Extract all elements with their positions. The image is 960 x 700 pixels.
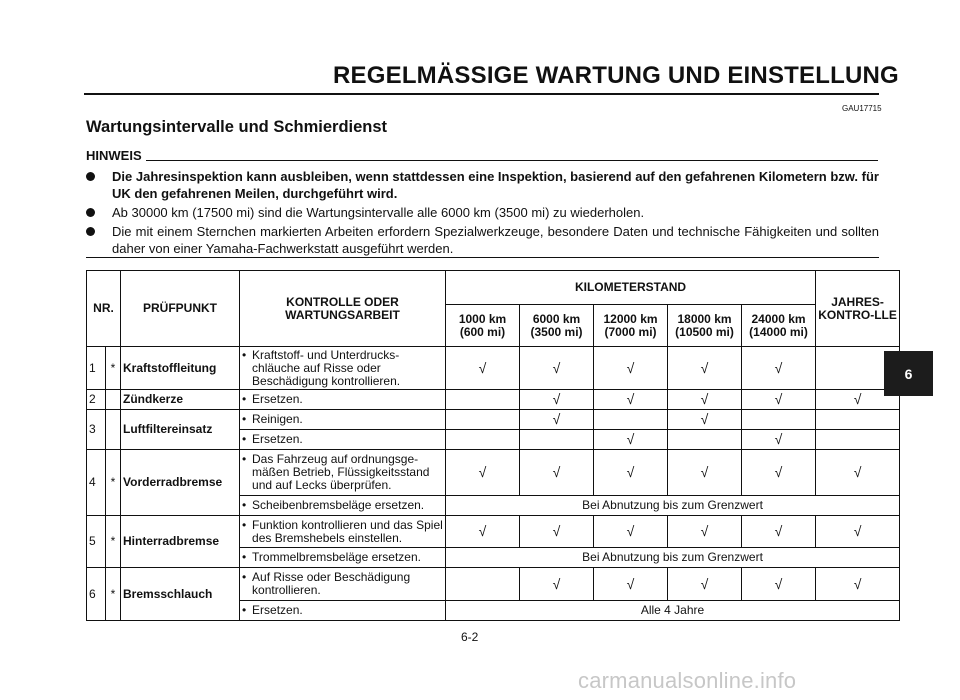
watermark: carmanualsonline.info [578,668,797,693]
page-title: REGELMÄSSIGE WARTUNG UND EINSTELLUNG [333,62,899,89]
bullet-icon [86,208,95,217]
row-action: • Kraftstoff- und Unterdrucks-chläuche auf Risse oder Beschädigung kontrollieren. [240,347,446,390]
span-note: Bei Abnutzung bis zum Grenzwert [446,496,900,516]
check-mark: √ [446,516,520,548]
check-mark: √ [816,390,900,410]
chapter-tab: 6 [884,351,933,396]
table-row [87,568,900,601]
row-number: 2 [87,390,106,410]
row-action: • Scheibenbremsbeläge ersetzen. [240,496,446,516]
check-mark: √ [520,568,594,601]
row-action: • Trommelbremsbeläge ersetzen. [240,548,446,568]
row-star [106,410,121,450]
empty-cell [446,568,520,601]
check-mark: √ [520,516,594,548]
header-nr: NR. [87,271,121,347]
empty-cell [742,410,816,430]
check-mark: √ [816,450,900,496]
table-row [87,410,900,430]
header-kilometerstand: KILOMETERSTAND [446,271,816,305]
header-interval: 12000 km (7000 mi) [594,305,668,347]
document-code: GAU17715 [842,104,882,113]
empty-cell [446,410,520,430]
row-action: • Das Fahrzeug auf ordnungsge-mäßen Betrieb, Flüssigkeitsstand und auf Lecks überprüfen. [240,450,446,496]
span-note: Bei Abnutzung bis zum Grenzwert [446,548,900,568]
check-mark: √ [520,390,594,410]
row-item: Bremsschlauch [121,568,240,621]
row-action: • Ersetzen. [240,390,446,410]
row-number: 6 [87,568,106,621]
header-interval: 1000 km (600 mi) [446,305,520,347]
row-number: 3 [87,410,106,450]
section-title: Wartungsintervalle und Schmierdienst [86,118,388,136]
row-item: Zündkerze [121,390,240,410]
bullet-icon [86,227,95,236]
row-action: • Ersetzen. [240,430,446,450]
table-row [87,390,900,410]
table-row [87,347,900,390]
row-star: * [106,450,121,516]
check-mark: √ [668,516,742,548]
check-mark: √ [668,410,742,430]
note-item: Ab 30000 km (17500 mi) sind die Wartungsintervalle alle 6000 km (3500 mi) zu wiederholen. [86,204,879,221]
check-mark: √ [594,390,668,410]
table-row [87,450,900,496]
span-note: Alle 4 Jahre [446,601,900,621]
check-mark: √ [446,347,520,390]
check-mark: √ [742,516,816,548]
empty-cell [816,410,900,430]
row-action: • Reinigen. [240,410,446,430]
note-item: Die mit einem Sternchen markierten Arbeiten erfordern Spezialwerkzeuge, besondere Daten und technische Fähigkeiten und sollten daher von einer Yamaha-Fachwerkstatt ausgeführt werden. [86,223,879,258]
title-rule [84,93,879,95]
hinweis-heading [86,148,878,164]
header-pruefpunkt: PRÜFPUNKT [121,271,240,347]
table-row [87,516,900,548]
empty-cell [816,430,900,450]
check-mark: √ [742,390,816,410]
hinweis-rule [144,160,878,161]
row-star: * [106,568,121,621]
row-number: 1 [87,347,106,390]
row-item: Vorderradbremse [121,450,240,516]
empty-cell [594,410,668,430]
row-number: 4 [87,450,106,516]
check-mark: √ [668,450,742,496]
bullet-icon [86,172,95,181]
check-mark: √ [816,568,900,601]
note-item: Die Jahresinspektion kann ausbleiben, wenn stattdessen eine Inspektion, basierend auf den gefahrenen Kilometern bzw. für UK den gefahrenen Meilen, durchgeführt wird. [86,168,879,203]
check-mark: √ [446,450,520,496]
check-mark: √ [742,450,816,496]
check-mark: √ [594,347,668,390]
check-mark: √ [816,516,900,548]
row-item: Kraftstoffleitung [121,347,240,390]
row-action: • Funktion kontrollieren und das Spiel des Bremshebels einstellen. [240,516,446,548]
row-action: • Ersetzen. [240,601,446,621]
row-action: • Auf Risse oder Beschädigung kontrollieren. [240,568,446,601]
hinweis-label: HINWEIS [86,148,146,163]
empty-cell [668,430,742,450]
row-star: * [106,516,121,568]
empty-cell [446,390,520,410]
check-mark: √ [668,568,742,601]
row-number: 5 [87,516,106,568]
notes-rule [86,257,879,258]
header-kontrolle: KONTROLLE ODER WARTUNGSARBEIT [240,271,446,347]
check-mark: √ [594,430,668,450]
check-mark: √ [668,347,742,390]
row-star [106,390,121,410]
check-mark: √ [668,390,742,410]
empty-cell [446,430,520,450]
check-mark: √ [742,430,816,450]
check-mark: √ [520,410,594,430]
page-number: 6-2 [461,630,479,644]
check-mark: √ [594,516,668,548]
empty-cell [520,430,594,450]
row-star: * [106,347,121,390]
check-mark: √ [594,568,668,601]
row-item: Luftfiltereinsatz [121,410,240,450]
row-item: Hinterradbremse [121,516,240,568]
header-interval: 6000 km (3500 mi) [520,305,594,347]
notes-list [86,168,879,259]
header-interval: 18000 km (10500 mi) [668,305,742,347]
header-jahres: JAHRES-KONTRO-LLE [816,271,900,347]
check-mark: √ [742,568,816,601]
check-mark: √ [520,347,594,390]
check-mark: √ [594,450,668,496]
check-mark: √ [742,347,816,390]
header-interval: 24000 km (14000 mi) [742,305,816,347]
check-mark: √ [520,450,594,496]
maintenance-table [86,270,900,621]
